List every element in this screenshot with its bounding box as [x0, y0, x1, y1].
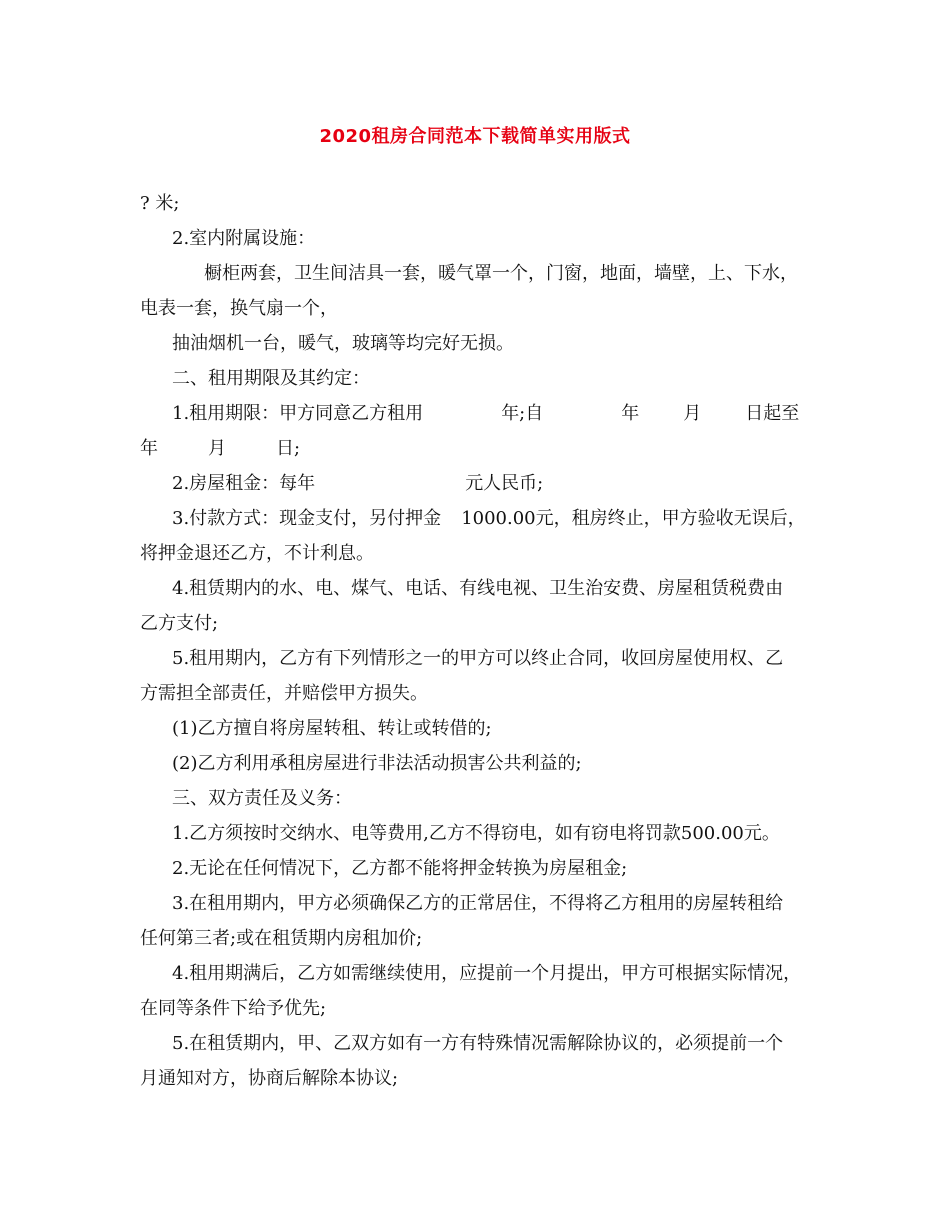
- text-segment: 日;: [276, 438, 301, 459]
- text-segment: 年: [621, 403, 640, 424]
- text-line: [140, 466, 830, 501]
- text-line: 在同等条件下给予优先;: [140, 998, 327, 1019]
- text-line: 月通知对方，协商后解除本协议;: [140, 1068, 399, 1089]
- text-segment: 月: [208, 438, 226, 459]
- text-segment: 月: [683, 403, 702, 424]
- text-line: 4.租用期满后，乙方如需继续使用，应提前一个月提出，甲方可根据实际情况，: [172, 963, 802, 984]
- document-body: [140, 186, 830, 1096]
- text-segment: 2.房屋租金：每年: [172, 473, 316, 494]
- section-heading: 二、租用期限及其约定：: [172, 368, 370, 389]
- text-line: 2.无论在任何情况下，乙方都不能将押金转换为房屋租金;: [172, 858, 628, 879]
- text-segment: 3.付款方式：现金支付，另付押金: [172, 508, 442, 529]
- text-line: 方需担全部责任，并赔偿甲方损失。: [140, 683, 428, 704]
- text-line: 抽油烟机一台，暖气，玻璃等均完好无损。: [172, 333, 514, 354]
- text-line: (1)乙方擅自将房屋转租、转让或转借的;: [172, 718, 492, 739]
- text-line: 2.室内附属设施：: [172, 228, 316, 249]
- document-title: 2020租房合同范本下载简单实用版式: [319, 126, 631, 147]
- text-line: 5.租用期内，乙方有下列情形之一的甲方可以终止合同，收回房屋使用权、乙: [172, 648, 784, 669]
- text-line: 5.在租赁期内，甲、乙双方如有一方有特殊情况需解除协议的，必须提前一个: [172, 1033, 784, 1054]
- text-segment: 元人民币;: [465, 473, 544, 494]
- text-line: 3.在租用期内，甲方必须确保乙方的正常居住，不得将乙方租用的房屋转租给: [172, 893, 784, 914]
- text-segment: 年;自: [501, 403, 544, 424]
- text-line: ? 米;: [140, 193, 180, 214]
- text-line: 4.租赁期内的水、电、煤气、电话、有线电视、卫生治安费、房屋租赁税费由: [172, 578, 784, 599]
- text-line: 将押金退还乙方，不计利息。: [140, 543, 374, 564]
- section-heading: 三、双方责任及义务：: [172, 788, 352, 809]
- text-segment: 日起至: [745, 403, 800, 424]
- text-line: [140, 431, 830, 466]
- text-line: [140, 396, 830, 431]
- text-segment: 1000.00元，租房终止，甲方验收无误后，: [461, 508, 806, 529]
- text-line: 1.乙方须按时交纳水、电等费用,乙方不得窃电，如有窃电将罚款500.00元。: [172, 823, 780, 844]
- text-line: 电表一套，换气扇一个，: [140, 298, 338, 319]
- text-line: [140, 501, 830, 536]
- text-line: 乙方支付;: [140, 613, 219, 634]
- text-line: 任何第三者;或在租赁期内房租加价;: [140, 928, 423, 949]
- text-line: (2)乙方利用承租房屋进行非法活动损害公共利益的;: [172, 753, 582, 774]
- text-segment: 年: [140, 438, 158, 459]
- text-line: 橱柜两套，卫生间洁具一套，暖气罩一个，门窗，地面，墙壁，上、下水，: [204, 263, 798, 284]
- text-segment: 1.租用期限：甲方同意乙方租用: [172, 403, 424, 424]
